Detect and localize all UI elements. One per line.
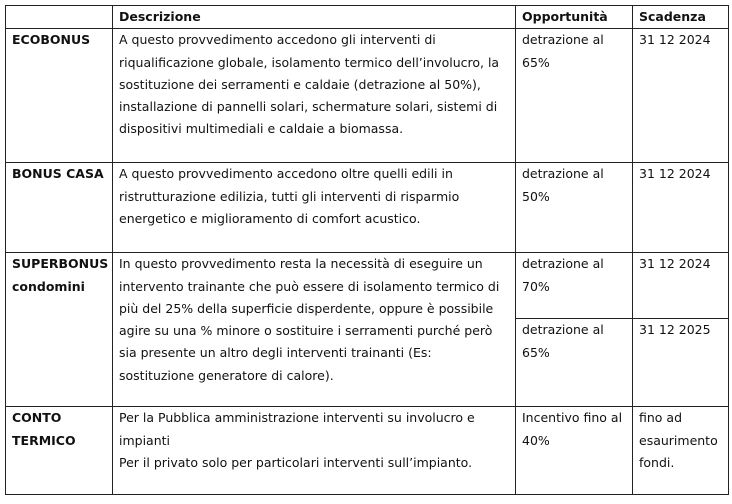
incentive-opportunity-secondary: detrazione al 65%	[516, 319, 633, 407]
incentive-opportunity: Incentivo fino al 40%	[516, 407, 633, 495]
incentive-description: In questo provvedimento resta la necessità di eseguire un intervento trainante che può essere di isolamento termico di più del 25% della superficie disperdente, oppure è possibile agire su una % minore o sostituire i serramenti purché però sia presente un altro degli interventi trainanti (Es: sostituzione generatore di calore).	[113, 253, 516, 407]
header-description: Descrizione	[113, 6, 516, 29]
table-row	[6, 29, 729, 163]
incentive-opportunity: detrazione al 50%	[516, 163, 633, 253]
table-row	[6, 163, 729, 253]
incentive-description	[113, 407, 516, 495]
header-deadline: Scadenza	[633, 6, 729, 29]
incentive-description: A questo provvedimento accedono oltre quelli edili in ristrutturazione edilizia, tutti gli interventi di risparmio energetico e miglioramento di comfort acustico.	[113, 163, 516, 253]
incentive-name: BONUS CASA	[6, 163, 113, 253]
description-paragraph: Per la Pubblica amministrazione interventi su involucro e impianti	[119, 410, 475, 448]
incentive-name: CONTO TERMICO	[6, 407, 113, 495]
incentive-name: SUPERBONUS condomini	[6, 253, 113, 407]
description-paragraph: Per il privato solo per particolari interventi sull’impianto.	[119, 454, 473, 470]
incentives-table	[5, 5, 729, 495]
incentive-deadline-secondary: 31 12 2025	[633, 319, 729, 407]
incentive-deadline: 31 12 2024	[633, 29, 729, 163]
table-row	[6, 407, 729, 495]
table-header-row	[6, 6, 729, 29]
incentive-deadline: 31 12 2024	[633, 163, 729, 253]
incentive-name: ECOBONUS	[6, 29, 113, 163]
incentive-opportunity: detrazione al 65%	[516, 29, 633, 163]
header-opportunity: Opportunità	[516, 6, 633, 29]
header-name	[6, 6, 113, 29]
incentive-deadline: 31 12 2024	[633, 253, 729, 319]
incentive-deadline: fino ad esaurimento fondi.	[633, 407, 729, 495]
incentive-opportunity: detrazione al 70%	[516, 253, 633, 319]
incentive-description: A questo provvedimento accedono gli interventi di riqualificazione globale, isolamento termico dell’involucro, la sostituzione dei serramenti e caldaie (detrazione al 50%), installazione di pannelli solari, schermature solari, sistemi di dispositivi multimediali e caldaie a biomassa.	[113, 29, 516, 163]
table-row	[6, 253, 729, 319]
